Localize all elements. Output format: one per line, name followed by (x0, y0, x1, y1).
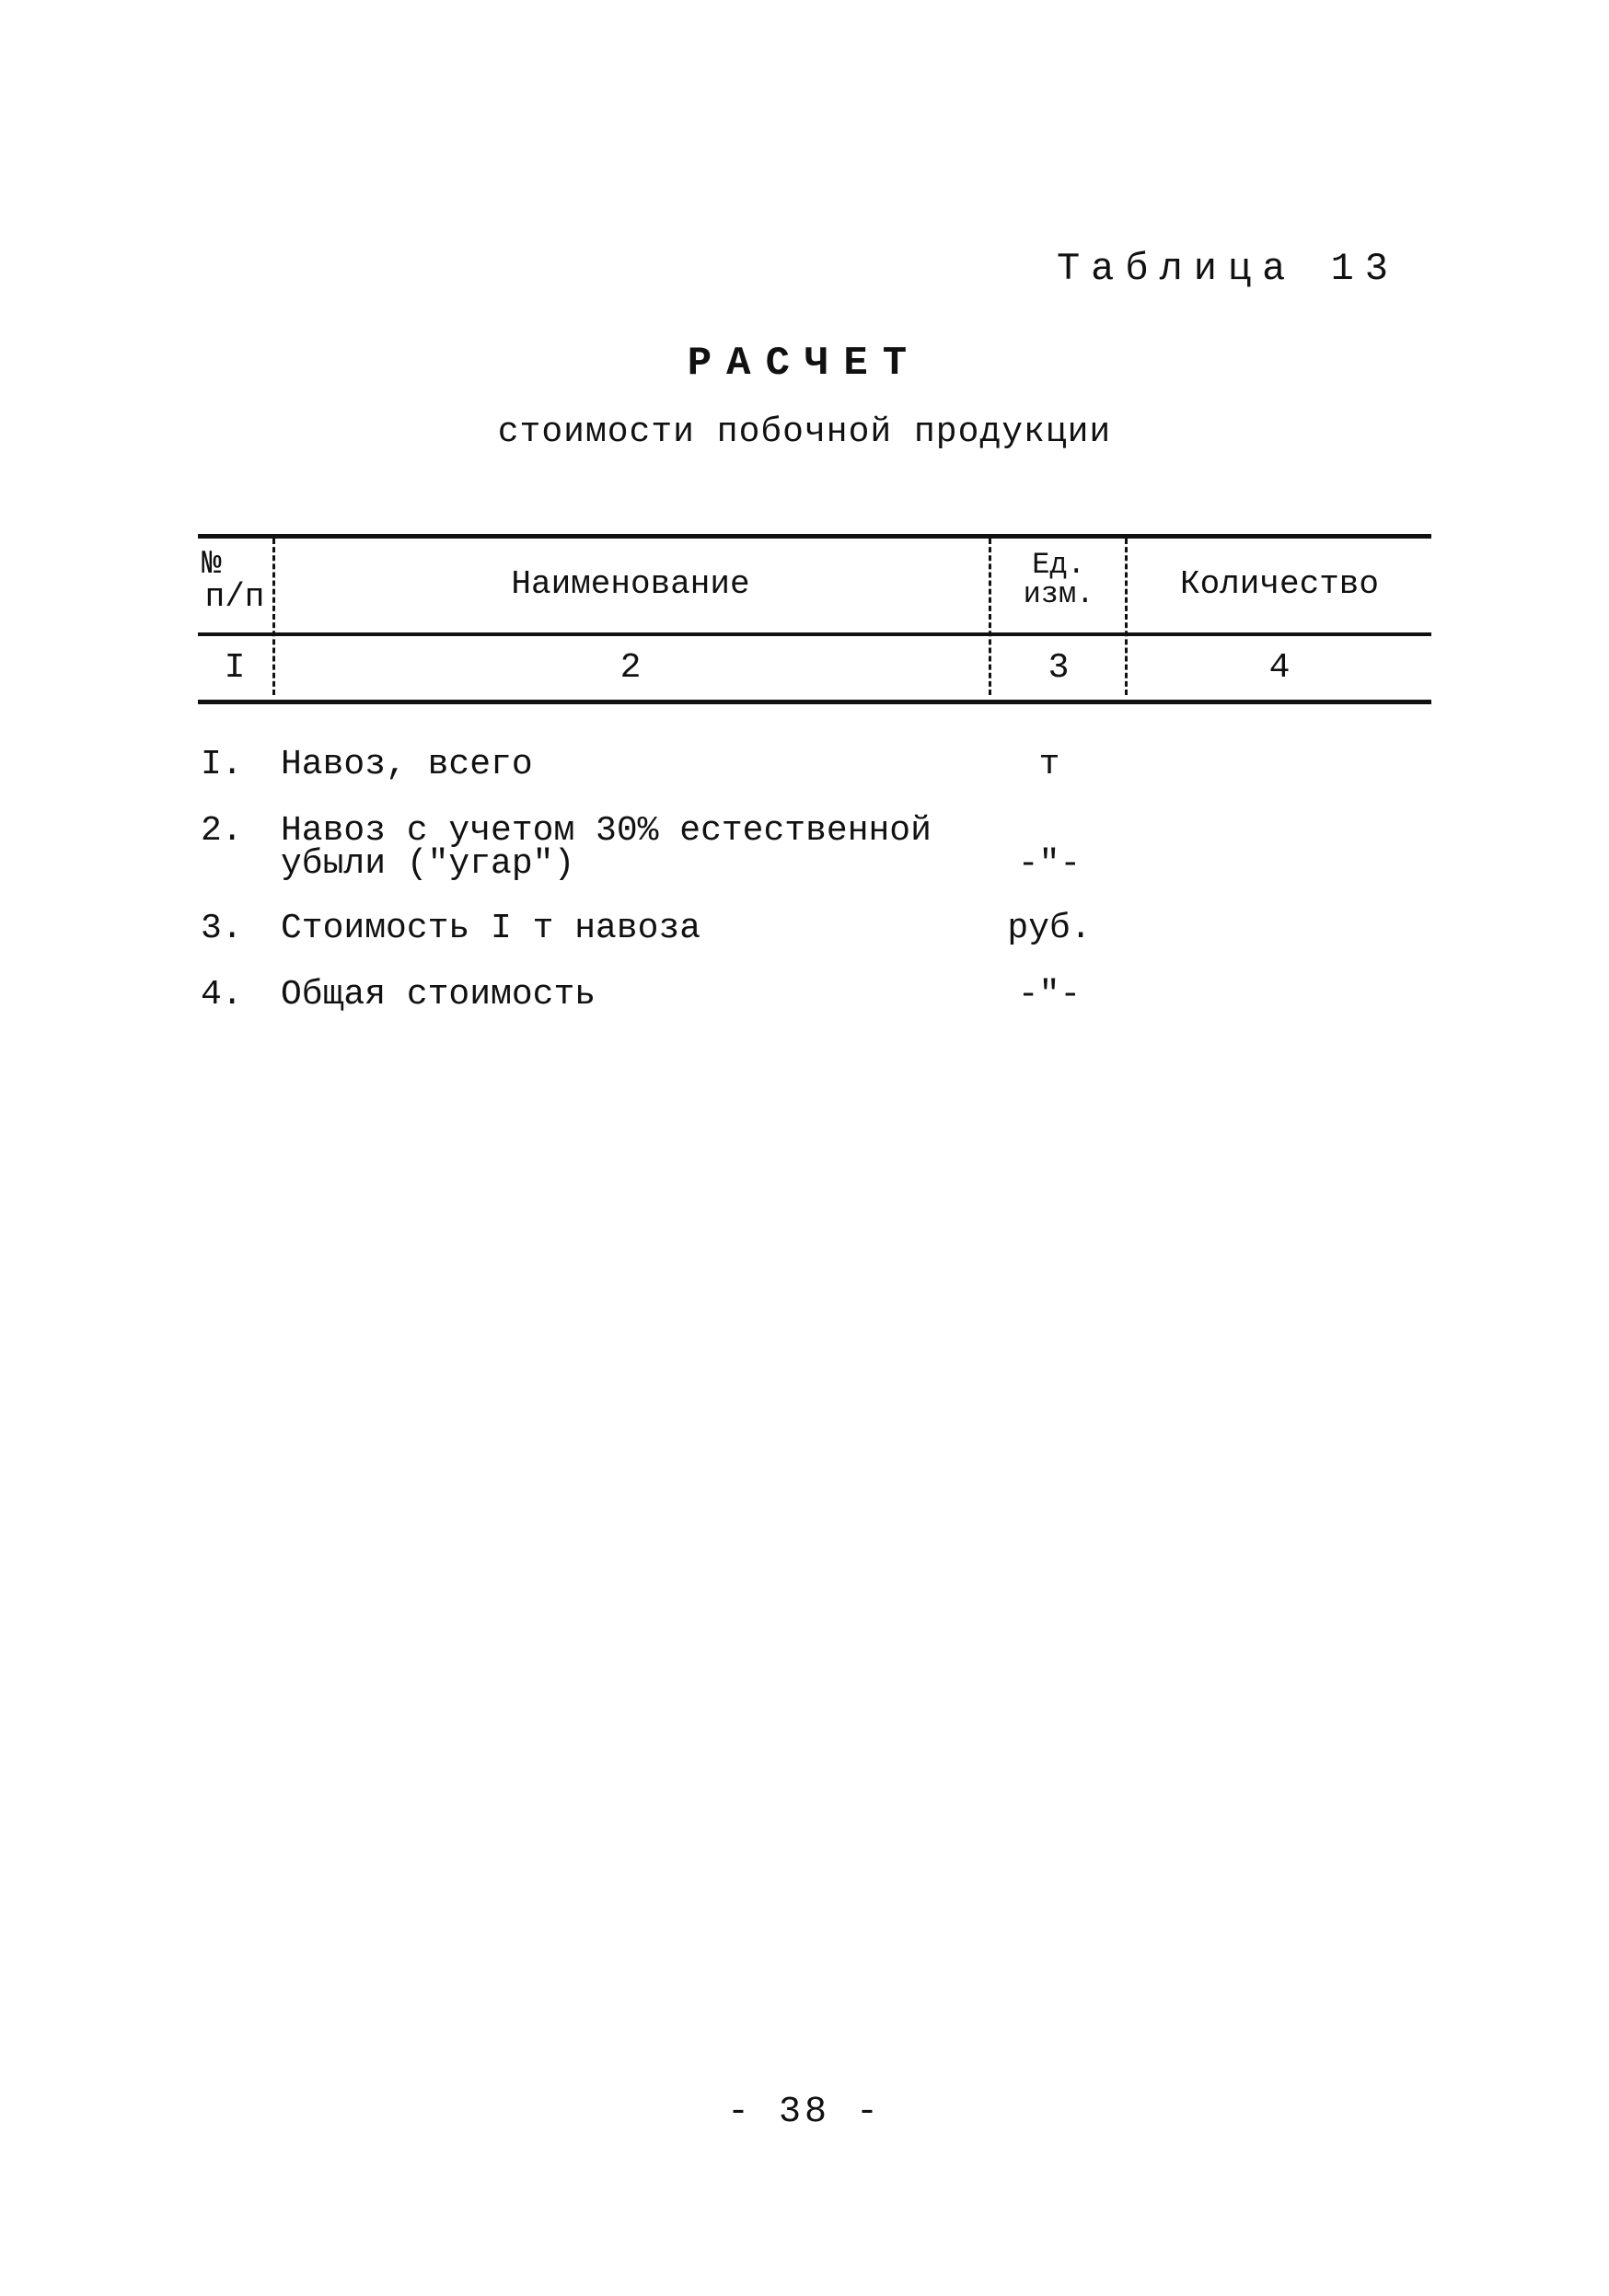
row-number: 4. (201, 975, 243, 1015)
row-unit: т (1038, 745, 1060, 784)
row-name-line2: убыли ("угар") (281, 844, 575, 884)
row-number: 3. (201, 909, 243, 948)
row-number: I. (201, 745, 243, 784)
column-header-num-line1: № (202, 545, 222, 583)
table-top-rule (198, 534, 1431, 539)
row-name: Стоимость I т навоза (281, 909, 701, 948)
column-header-unit-line1: Ед. (1032, 548, 1085, 582)
document-subtitle: стоимости побочной продукции (497, 412, 1112, 452)
row-name: Навоз, всего (281, 745, 533, 784)
row-name-line1: Навоз с учетом 30% естественной (281, 811, 932, 851)
row-unit: -"- (1017, 844, 1082, 884)
column-header-name: Наименование (511, 565, 750, 603)
column-number-2: 2 (619, 648, 642, 688)
row-unit: -"- (1017, 975, 1082, 1015)
column-header-num-line2: п/п (204, 578, 265, 616)
table-header-rule (198, 632, 1431, 636)
document-title: РАСЧЕТ (687, 341, 922, 387)
column-separator-1 (272, 539, 275, 695)
page-number: - 38 - (726, 2092, 883, 2133)
table-label: Таблица 13 (1056, 247, 1399, 291)
row-unit: руб. (1007, 909, 1092, 948)
column-header-num (198, 545, 272, 616)
column-header-unit (994, 548, 1123, 611)
row-number: 2. (201, 811, 243, 851)
column-header-quantity: Количество (1179, 565, 1380, 603)
column-number-1: I (224, 648, 246, 688)
column-header-unit-line2: изм. (1023, 577, 1094, 611)
column-separator-3 (1125, 539, 1128, 695)
table-bottom-rule (198, 700, 1431, 704)
column-number-4: 4 (1268, 648, 1291, 688)
column-number-3: 3 (1048, 648, 1070, 688)
row-name: Общая стоимость (281, 975, 596, 1015)
column-separator-2 (989, 539, 991, 695)
